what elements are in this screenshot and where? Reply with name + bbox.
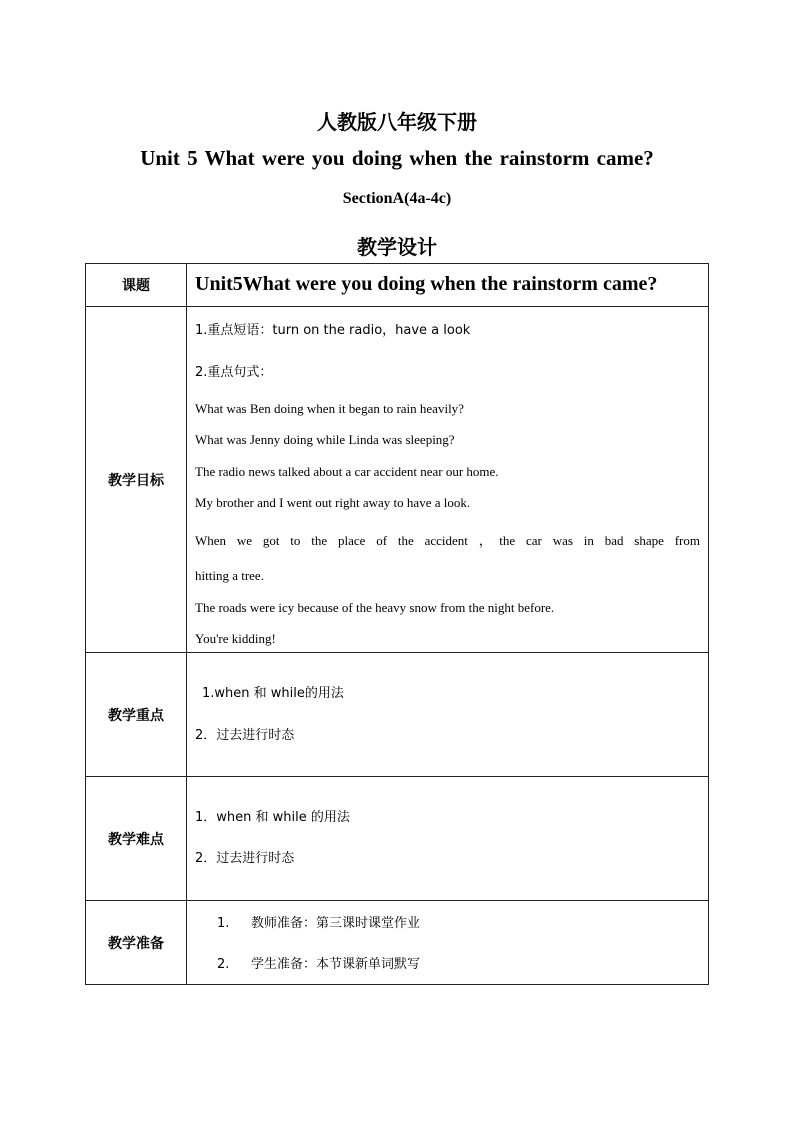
preparation-cell xyxy=(187,901,709,985)
key-points-cell xyxy=(187,653,709,777)
prep-item-1-number: 1. xyxy=(217,916,230,931)
table-row-topic xyxy=(86,264,709,307)
table-row-preparation xyxy=(86,901,709,985)
goals-label: 教学目标 xyxy=(86,307,187,653)
difficult-point-2: 2．过去进行时态 xyxy=(195,851,295,866)
goal-sentence-5-line1: When we got to the place of the accident ，the car was in bad shape from xyxy=(195,533,700,548)
goal-sentences-title: 2.重点句式： xyxy=(195,365,273,380)
difficult-point-1: 1．when 和 while 的用法 xyxy=(195,810,350,825)
table-row-goals xyxy=(86,307,709,653)
goal-sentence-3: The radio news talked about a car accident near our home. xyxy=(195,464,499,479)
prep-item-1: 教师准备：第三课时课堂作业 xyxy=(251,916,421,931)
unit-title: Unit 5 What were you doing when the rainstorm came? xyxy=(140,146,654,170)
difficult-points-cell xyxy=(187,777,709,901)
table-row-difficult-points xyxy=(86,777,709,901)
goal-sentence-5-line2: hitting a tree. xyxy=(195,568,264,583)
prep-item-2: 学生准备：本节课新单词默写 xyxy=(251,957,421,972)
topic-label: 课题 xyxy=(86,264,187,307)
table-row-key-points xyxy=(86,653,709,777)
goal-sentence-4: My brother and I went out right away to have a look. xyxy=(195,495,471,510)
goal-sentence-1: What was Ben doing when it began to rain heavily? xyxy=(195,401,464,416)
prep-item-2-number: 2. xyxy=(217,957,230,972)
goals-cell xyxy=(187,307,709,653)
section-title: SectionA(4a-4c) xyxy=(342,190,452,207)
page-title-textbook: 人教版八年级下册 xyxy=(317,110,477,134)
difficult-points-label: 教学难点 xyxy=(86,777,187,901)
key-point-2: 2．过去进行时态 xyxy=(195,728,295,743)
goal-sentence-7: You're kidding! xyxy=(195,631,276,646)
topic-value: Unit5What were you doing when the rainstorm came? xyxy=(187,264,709,307)
key-points-label: 教学重点 xyxy=(86,653,187,777)
goal-sentence-2: What was Jenny doing while Linda was sleeping? xyxy=(195,432,455,447)
preparation-label: 教学准备 xyxy=(86,901,187,985)
document-type-title: 教学设计 xyxy=(357,235,437,259)
key-point-1: 1.when 和 while的用法 xyxy=(202,686,344,701)
goal-sentence-6: The roads were icy because of the heavy snow from the night before. xyxy=(195,600,555,615)
lesson-plan-table xyxy=(85,263,709,985)
goal-phrases: 1.重点短语：turn on the radio，have a look xyxy=(195,323,471,338)
